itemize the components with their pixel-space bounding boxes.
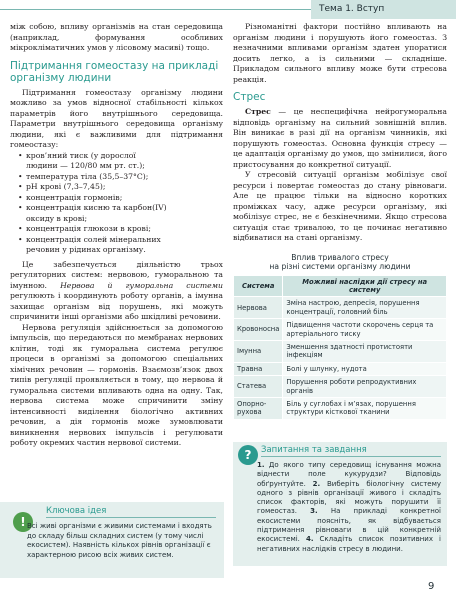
table-row: Кровоносна Підвищення частоти скорочень серця та артеріального тиску (234, 319, 447, 341)
list-item: • кров’яний тиск (у дорослої людини — 120/80 мм рт. ст.); (18, 151, 223, 172)
table-caption: Вплив тривалого стресу на різні системи організму людини (269, 252, 411, 271)
question-mark-icon: ? (238, 445, 258, 465)
table-header-row (234, 275, 447, 297)
systems-paragraph: Це забезпечується діяльністю трьох регуляторних систем: нервовою, гуморальною та імунною. Нервова й гуморальна системи регулюють і координують роботу органів, а імунна захищає організм від порушень, які можуть спричинити інші організми або шкідливі речовини. (10, 259, 224, 321)
list-item: • pH крові (7,3–7,45); (18, 182, 223, 193)
section-title-stress: Стрес (233, 91, 266, 103)
header-rule (0, 9, 311, 10)
list-item: • концентрація солей мінеральних речовин у рідинах організму. (18, 235, 223, 256)
table-row: Травна Болі у шлунку, нудота (234, 362, 447, 375)
list-item: • температура тіла (35,5–37°С); (18, 172, 223, 183)
mobilize-paragraph: У стресовій ситуації організм мобілізує свої ресурси і повертає гомеостаз до стану рівноваги. Але це працює тільки на відносно коротких проміжках часу, адже ресурси організму, які мобілізує стрес, не є безкінечними. Якщо стресова ситуація стає тривалою, то це починає негативно відбиватися на стані організму. (233, 170, 447, 242)
questions-text: 1. До якого типу середовищ існування можна віднести поле кукурудзи? Відповідь обґрунтуйте. 2. Виберіть біологічну систему одного з рівнів організації живого і складіть список факторів, які можуть порушити її гомеостаз. 3. На прикладі конкретної екосистеми поясніть, як відбувається підтримання рівноваги в цій конкретній екосистемі. 4. Складіть список позитивних і негативних наслідків стресу в людини. (257, 461, 442, 553)
key-idea-title: Ключова ідея (46, 506, 107, 516)
table-row: Опорно-рухова Біль у суглобах і м’язах, порушення структури кісткової тканини (234, 397, 447, 419)
questions-box (233, 442, 447, 566)
key-idea-box (0, 502, 224, 578)
chapter-header: Тема 1. Вступ (311, 0, 456, 19)
left-column (10, 22, 223, 449)
nervous-paragraph: Нервова регуляція здійснюється за допомогою імпульсів, що передаються по мембранах нервових клітин, тоді як гуморальна система регулює процеси в організмі за допомогою спеціальних хімічних речовин — гормонів. Взаємозв’язок двох типів регуляції проявляється в тому, що нервова й гуморальна системи впливають одна на одну. Так, нервова система може спричинити зміну інтенсивності виділення біологічно активних речовин, а дія гормонів може зумовлювати виникнення нервових імпульсів і регулювати роботу окремих частин нервової системи. (10, 322, 223, 447)
table-row: Нервова Зміна настрою, депресія, порушення концентрації, головний біль (234, 297, 447, 319)
header-system: Система (234, 275, 283, 297)
key-idea-rule (46, 517, 216, 518)
table-row: Статева Порушення роботи репродуктивних органів (234, 376, 447, 398)
intro-paragraph: між собою, впливу організмів на стан середовища (наприклад, формування особливих мікрокліматичних умов у лісовому масиві) тощо. (10, 22, 223, 52)
questions-rule (261, 456, 441, 457)
key-idea-text: Всі живі організми є живими системами і входять до складу більш складних систем (у тому числі екосистем). Наявність кількох рівнів організації є характерною рисою всіх живих систем. (27, 522, 212, 559)
params-paragraph: Підтримання гомеостазу організму людини можливо за умов відносної стабільності кількох параметрів його внутрішнього середовища. Параметри внутрішнього середовища організму людини, які є важливими для підтримання гомеостазу: (10, 87, 223, 149)
params-list (18, 151, 223, 256)
section-title-homeostasis: Підтримання гомеостазу на прикладі організму людини (10, 59, 219, 84)
list-item: • концентрація кисню та карбон(IV) оксиду в крові; (18, 203, 223, 224)
stress-effects-table (233, 275, 447, 420)
table-row: Імунна Зменшення здатності протистояти інфекціям (234, 340, 447, 362)
factors-paragraph: Різноманітні фактори постійно впливають на організм людини і порушують його гомеостаз. З незначними впливами організм здатен упоратися досить легко, а із сильними — складніше. Прикладом сильного впливу може бути стресова реакція. (233, 22, 447, 84)
list-item: • концентрація гормонів; (18, 193, 223, 204)
exclamation-icon: ! (13, 512, 33, 532)
stress-paragraph: Стрес — це неспецифічна нейрогуморальна відповідь організму на сильний зовнішній вплив. Він виникає в разі дії на організм чинників, які порушують гомеостаз. Основна функція стресу — це адаптація організму до умов, що змінилися, його пристосування до конкретної ситуації. (233, 107, 447, 169)
header-effects: Можливі наслідки дії стресу на систему (283, 275, 447, 297)
list-item: • концентрація глюкози в крові; (18, 224, 223, 235)
page-number: 9 (428, 581, 435, 592)
questions-title: Запитання та завдання (261, 445, 367, 455)
right-column (233, 22, 447, 420)
